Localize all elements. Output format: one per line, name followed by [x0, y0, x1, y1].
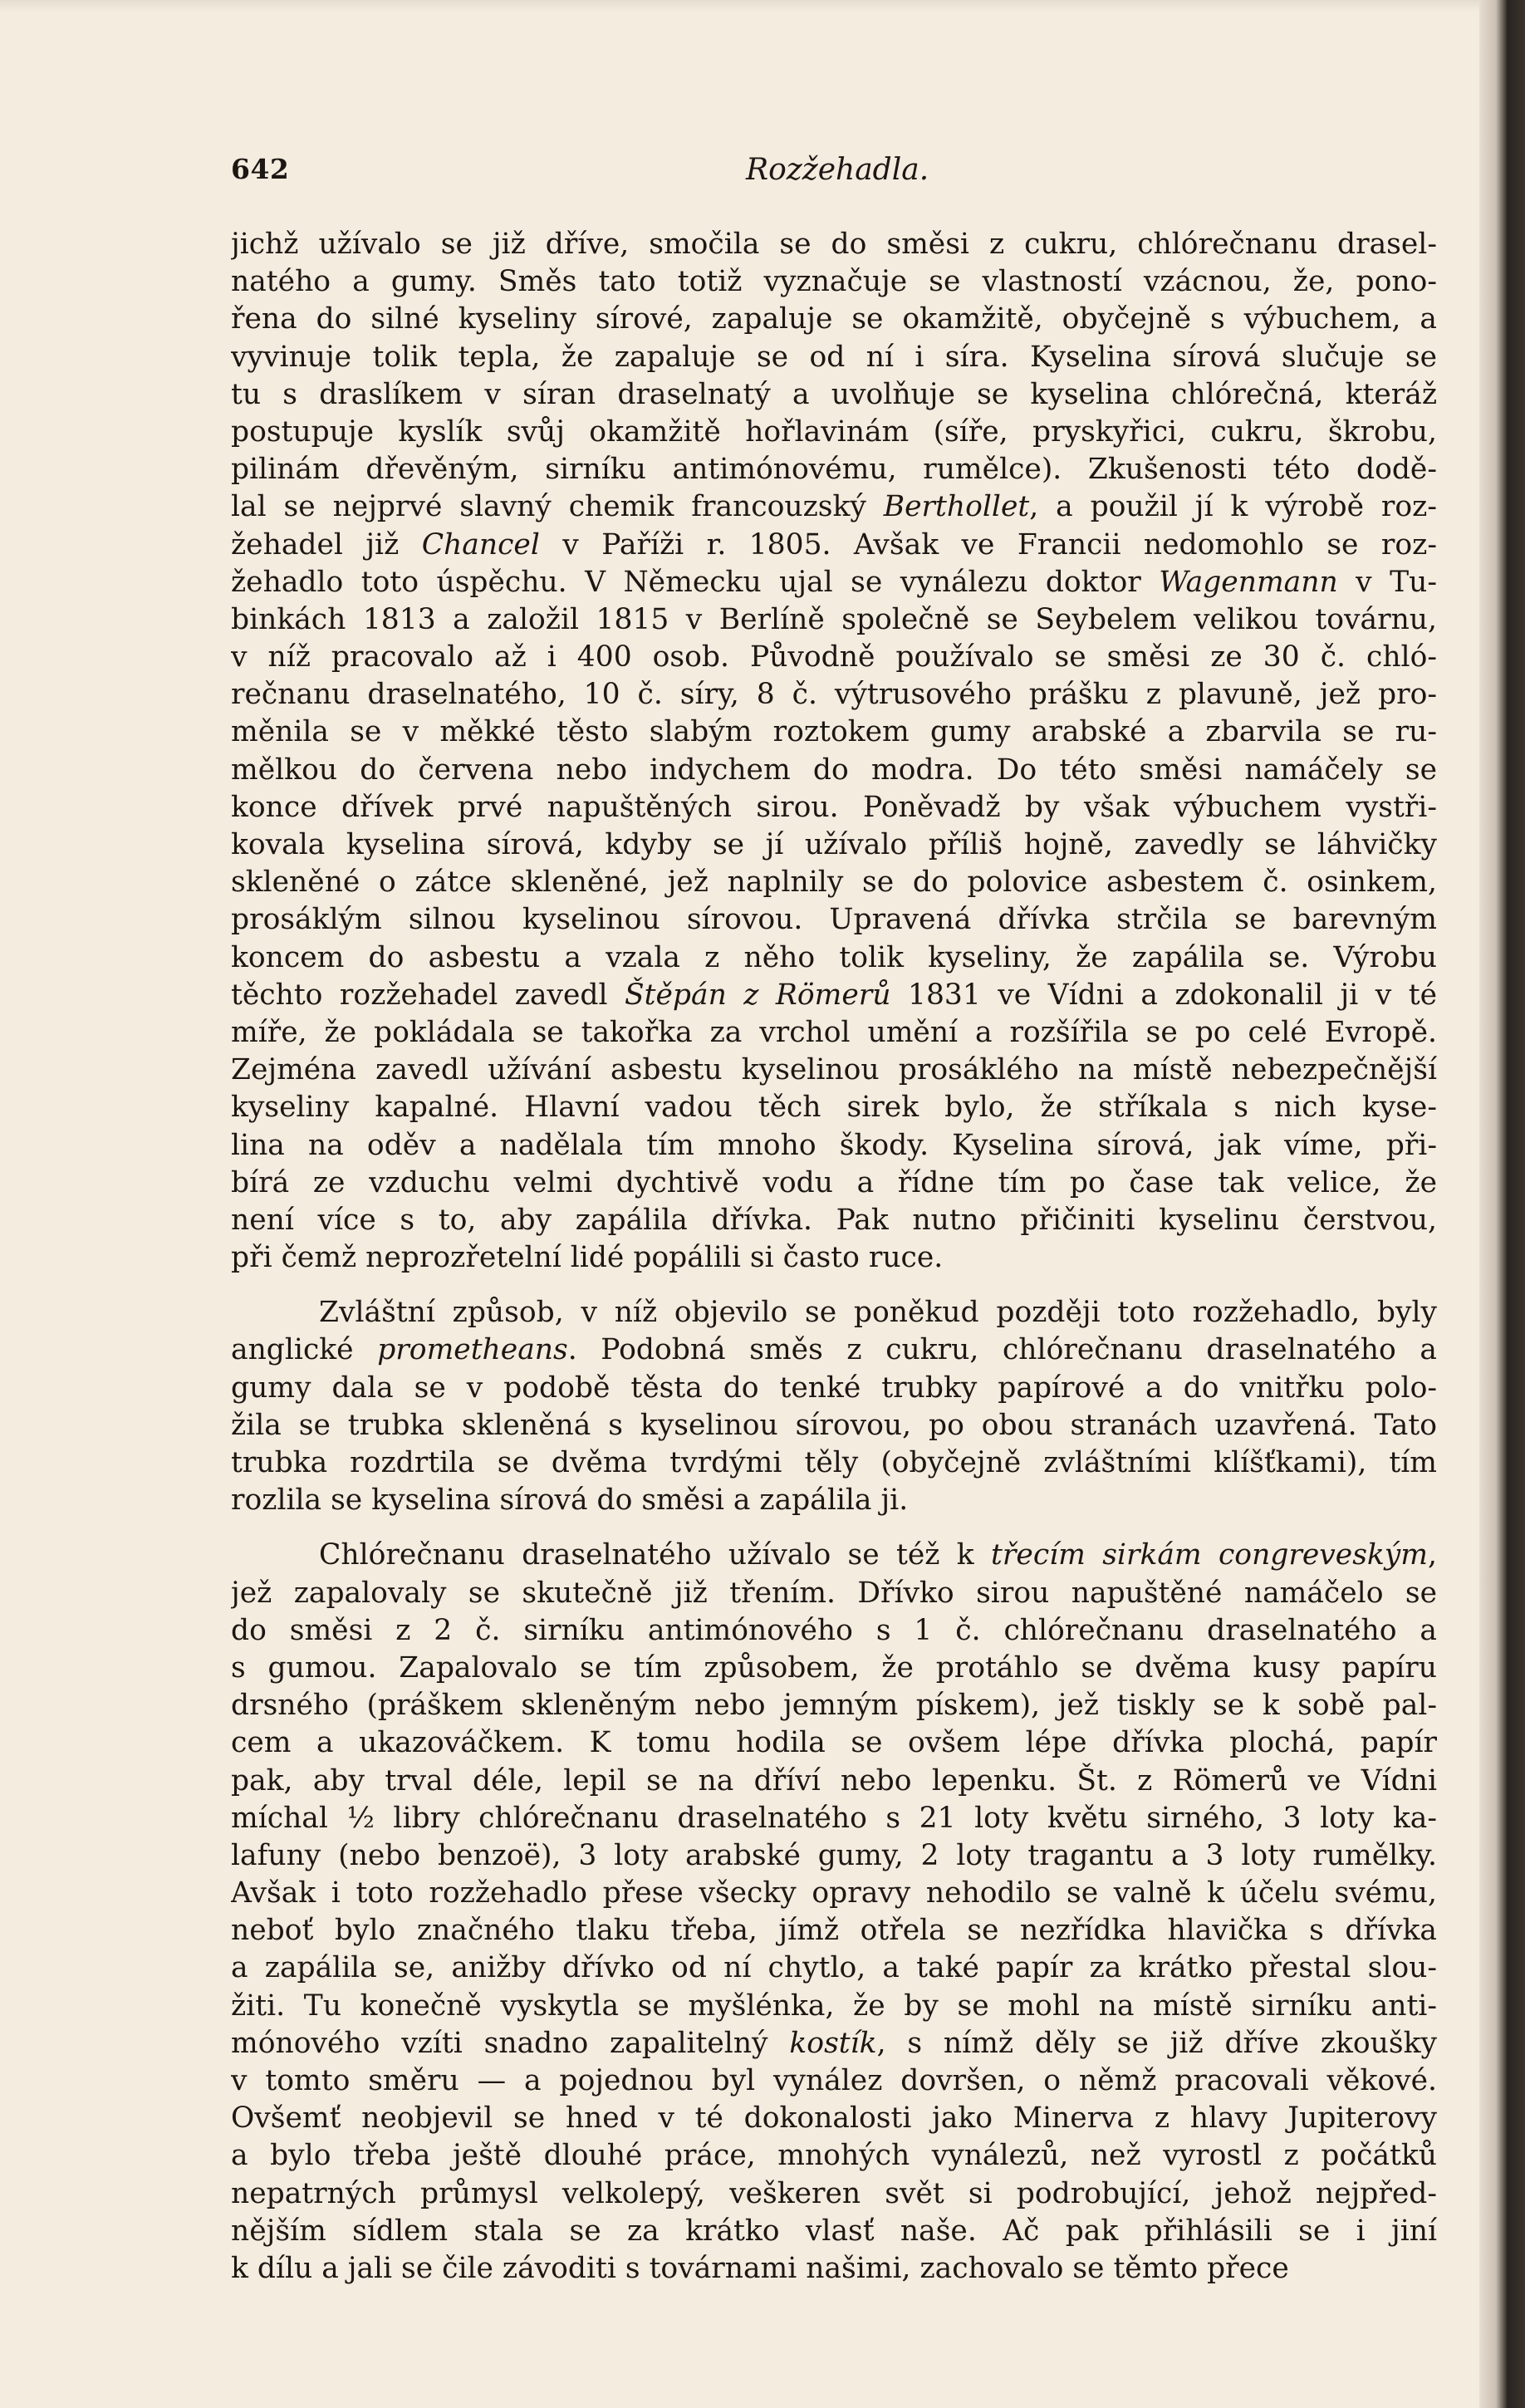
text-segment: ,	[1428, 1538, 1437, 1572]
paragraph-gap	[231, 1519, 1437, 1537]
text-segment: prosáklým silnou kyselinou sírovou. Upravená dřívka strčila se barevným	[231, 903, 1437, 937]
text-segment: jichž užívalo se již dříve, smočila se do směsi z cukru, chlórečnanu drasel-	[231, 228, 1437, 261]
text-line	[231, 1127, 1437, 1165]
italic-term: třecím sirkám congreveským	[991, 1538, 1429, 1572]
paragraph	[231, 1537, 1437, 2288]
text-line	[231, 1650, 1437, 1687]
text-line	[231, 2137, 1437, 2175]
text-segment: . Podobná směs z cukru, chlórečnanu draselnatého a	[567, 1333, 1437, 1367]
text-segment: žiti. Tu konečně vyskytla se myšlénka, že by se mohl na místě sirníku anti-	[231, 1989, 1437, 2023]
text-segment: kovala kyselina sírová, kdyby se jí užívalo příliš hojně, zavedly se láhvičky	[231, 828, 1437, 861]
text-line	[231, 826, 1437, 864]
text-segment: postupuje kyslík svůj okamžitě hořlavinám (síře, pryskyřici, cukru, škrobu,	[231, 414, 1437, 449]
text-line	[231, 1949, 1437, 1987]
text-segment: natého a gumy. Směs tato totiž vyznačuje se vlastností vzácnou, že, pono-	[231, 265, 1437, 299]
text-line	[231, 752, 1437, 789]
text-segment: žehadlo toto úspěchu. V Německu ujal se vynálezu doktor	[231, 565, 1160, 599]
text-segment: gumy dala se v podobě těsta do tenké trubky papírové a do vnitřku polo-	[231, 1371, 1437, 1405]
text-line	[231, 2062, 1437, 2100]
text-segment: do směsi z 2 č. sirníku antimónového s 1 č. chlórečnanu draselnatého a	[231, 1613, 1437, 1647]
italic-term: Wagenmann	[1159, 565, 1338, 599]
text-line	[231, 301, 1437, 338]
italic-term: kostík	[789, 2026, 877, 2060]
text-line	[231, 2025, 1437, 2062]
text-segment: , a použil jí k výrobě roz-	[1029, 490, 1437, 524]
text-segment: pak, aby trval déle, lepil se na dříví nebo lepenku. Št. z Römerů ve Vídni	[231, 1763, 1437, 1797]
text-segment: koncem do asbestu a vzala z něho tolik kyseliny, že zapálila se. Výrobu	[231, 940, 1437, 974]
text-line	[231, 1444, 1437, 1482]
text-line	[231, 263, 1437, 301]
text-line	[231, 1014, 1437, 1052]
text-segment: neboť bylo značného tlaku třeba, jímž otřela se nezřídka hlavička s dřívka	[231, 1914, 1437, 1948]
text-segment: řena do silné kyseliny sírové, zapaluje se okamžitě, obyčejně s výbuchem, a	[231, 302, 1437, 336]
text-line	[231, 1724, 1437, 1762]
text-line	[231, 1687, 1437, 1724]
text-line	[231, 1575, 1437, 1612]
text-segment: binkách 1813 a založil 1815 v Berlíně společně se Seybelem velikou továrnu,	[231, 602, 1437, 636]
text-line	[231, 527, 1437, 564]
text-line	[231, 451, 1437, 488]
paragraph	[231, 1294, 1437, 1519]
text-segment: mónového vzíti snadno zapalitelný	[231, 2026, 790, 2060]
text-segment: s gumou. Zapalovalo se tím způsobem, že protáhlo se dvěma kusy papíru	[231, 1650, 1437, 1685]
text-segment: 1831 ve Vídni a zdokonalil ji v té	[890, 978, 1437, 1012]
text-line	[231, 864, 1437, 901]
text-line	[231, 789, 1437, 826]
text-line	[231, 376, 1437, 414]
text-line	[231, 939, 1437, 977]
italic-term: Chancel	[421, 527, 540, 562]
page-header	[231, 153, 1435, 196]
text-segment: a zapálila se, anižby dřívko od ní chytlo, a také papír za krátko přestal slou-	[231, 1951, 1437, 1985]
body-text	[231, 226, 1437, 2288]
page-top-shading	[0, 0, 1479, 12]
text-segment: tu s draslíkem v síran draselnatý a uvolňuje se kyselina chlórečná, kteráž	[231, 377, 1437, 411]
text-segment: měnila se v měkké těsto slabým roztokem gumy arabské a zbarvila se ru-	[231, 715, 1437, 749]
text-segment: kyseliny kapalné. Hlavní vadou těch sirek bylo, že stříkala s nich kyse-	[231, 1091, 1437, 1125]
paragraph	[231, 226, 1437, 1277]
text-segment: míchal ½ libry chlórečnanu draselnatého s 21 loty květu sirného, 3 loty ka-	[231, 1801, 1437, 1835]
text-line	[231, 901, 1437, 939]
text-line	[231, 1294, 1437, 1332]
text-segment: při čemž neprozřetelní lidé popálili si často ruce.	[231, 1241, 944, 1275]
text-line	[231, 1800, 1437, 1837]
text-segment: a bylo třeba ještě dlouhé práce, mnohých vynálezů, než vyrostl z počátků	[231, 2139, 1437, 2173]
text-line	[231, 1482, 1437, 1519]
text-line	[231, 1612, 1437, 1650]
text-segment: Zejména zavedl užívání asbestu kyselinou prosáklého na místě nebezpečnější	[231, 1053, 1437, 1087]
text-segment: žila se trubka skleněná s kyselinou sírovou, po obou stranách uzavřená. Tato	[231, 1408, 1437, 1442]
text-segment: drsného (práškem skleněným nebo jemným pískem), jež tiskly se k sobě pal-	[231, 1689, 1437, 1723]
text-segment: k dílu a jali se čile závoditi s továrnami našimi, zachovalo se těmto přece	[231, 2251, 1289, 2285]
page-number: 642	[231, 153, 290, 185]
text-segment: rozlila se kyselina sírová do směsi a zapálila ji.	[231, 1484, 909, 1518]
text-line	[231, 1370, 1437, 1407]
text-segment: trubka rozdrtila se dvěma tvrdými těly (obyčejně zvláštními klíšťkami), tím	[231, 1446, 1437, 1479]
text-segment: Avšak i toto rozžehadlo přese všecky opravy nehodilo se valně k účelu svému,	[231, 1876, 1437, 1910]
text-segment: v tomto směru — a pojednou byl vynález dovršen, o němž pracovali věkové.	[231, 2064, 1437, 2097]
text-segment: nepatrných průmysl velkolepý, veškeren svět si podrobující, jehož nejpřed-	[231, 2176, 1437, 2210]
text-line	[231, 676, 1437, 714]
text-line	[231, 564, 1437, 601]
text-segment: , s nímž děly se již dříve zkoušky	[876, 2026, 1437, 2060]
text-line	[231, 714, 1437, 751]
text-segment: není více s to, aby zapálila dřívka. Pak nutno přičiniti kyselinu čerstvou,	[231, 1203, 1437, 1237]
paragraph-gap	[231, 1277, 1437, 1294]
text-line	[231, 1332, 1437, 1369]
italic-term: prometheans	[377, 1333, 568, 1367]
text-segment: těchto rozžehadel zavedl	[231, 978, 625, 1012]
text-segment: lafuny (nebo benzoë), 3 loty arabské gumy, 2 loty tragantu a 3 loty rumělky.	[231, 1838, 1437, 1872]
text-segment: vyvinuje tolik tepla, že zapaluje se od ní i síra. Kyselina sírová slučuje se	[231, 340, 1437, 374]
italic-term: Štěpán z Römerů	[625, 978, 891, 1012]
text-segment: jež zapalovaly se skutečně již třením. Dřívko sirou napuštěné namáčelo se	[231, 1576, 1437, 1610]
text-segment: nějším sídlem stala se za krátko vlasť naše. Ač pak přihlásili se i jiní	[231, 2214, 1437, 2248]
book-spine-edge	[1479, 0, 1525, 2408]
text-line	[231, 1837, 1437, 1875]
text-segment: žehadel již	[231, 527, 422, 562]
text-line	[231, 339, 1437, 376]
text-line	[231, 414, 1437, 451]
text-segment: Zvláštní způsob, v níž objevilo se poněkud později toto rozžehadlo, byly	[319, 1296, 1437, 1330]
text-line	[231, 1912, 1437, 1949]
text-segment: cem a ukazováčkem. K tomu hodila se ovšem lépe dřívka plochá, papír	[231, 1726, 1437, 1760]
text-line	[231, 2250, 1437, 2288]
italic-term: Berthollet	[883, 490, 1030, 524]
text-segment: anglické	[231, 1333, 378, 1367]
text-segment: míře, že pokládala se takořka za vrchol umění a rozšířila se po celé Evropě.	[231, 1015, 1437, 1049]
text-line	[231, 1763, 1437, 1800]
text-line	[231, 1165, 1437, 1202]
text-line	[231, 2175, 1437, 2213]
text-line	[231, 1537, 1437, 1574]
text-line	[231, 1988, 1437, 2025]
text-segment: lal se nejprvé slavný chemik francouzský	[231, 490, 884, 524]
text-line	[231, 488, 1437, 526]
text-line	[231, 977, 1437, 1014]
text-segment: pilinám dřevěným, sirníku antimónovému, rumělce). Zkušenosti této dodě-	[231, 453, 1437, 487]
text-line	[231, 2100, 1437, 2137]
text-segment: konce dřívek prvé napuštěných sirou. Poněvadž by však výbuchem vystři-	[231, 790, 1437, 824]
text-line	[231, 226, 1437, 263]
text-segment: Chlórečnanu draselnatého užívalo se též k	[319, 1538, 992, 1572]
text-segment: lina na oděv a nadělala tím mnoho škody. Kyselina sírová, jak víme, při-	[231, 1128, 1437, 1162]
text-segment: v Tu-	[1337, 565, 1437, 599]
text-segment: v níž pracovalo až i 400 osob. Původně používalo se směsi ze 30 č. chló-	[231, 640, 1437, 674]
text-line	[231, 1202, 1437, 1239]
running-title: Rozžehadla.	[746, 153, 929, 187]
text-segment: Ovšemť neobjevil se hned v té dokonalosti jako Minerva z hlavy Jupiterovy	[231, 2101, 1437, 2136]
text-segment: v Paříži r. 1805. Avšak ve Francii nedomohlo se roz-	[539, 527, 1437, 562]
text-segment: bírá ze vzduchu velmi dychtivě vodu a řídne tím po čase tak velice, že	[231, 1165, 1437, 1199]
text-segment: mělkou do červena nebo indychem do modra. Do této směsi namáčely se	[231, 753, 1437, 787]
text-line	[231, 1875, 1437, 1912]
text-segment: rečnanu draselnatého, 10 č. síry, 8 č. výtrusového prášku z plavuně, jež pro-	[231, 678, 1437, 712]
text-line	[231, 1089, 1437, 1126]
text-line	[231, 1407, 1437, 1444]
text-line	[231, 1239, 1437, 1277]
text-segment: skleněné o zátce skleněné, jež naplnily se do polovice asbestem č. osinkem,	[231, 866, 1437, 900]
text-line	[231, 1052, 1437, 1089]
text-line	[231, 639, 1437, 676]
text-line	[231, 2213, 1437, 2250]
text-line	[231, 601, 1437, 639]
